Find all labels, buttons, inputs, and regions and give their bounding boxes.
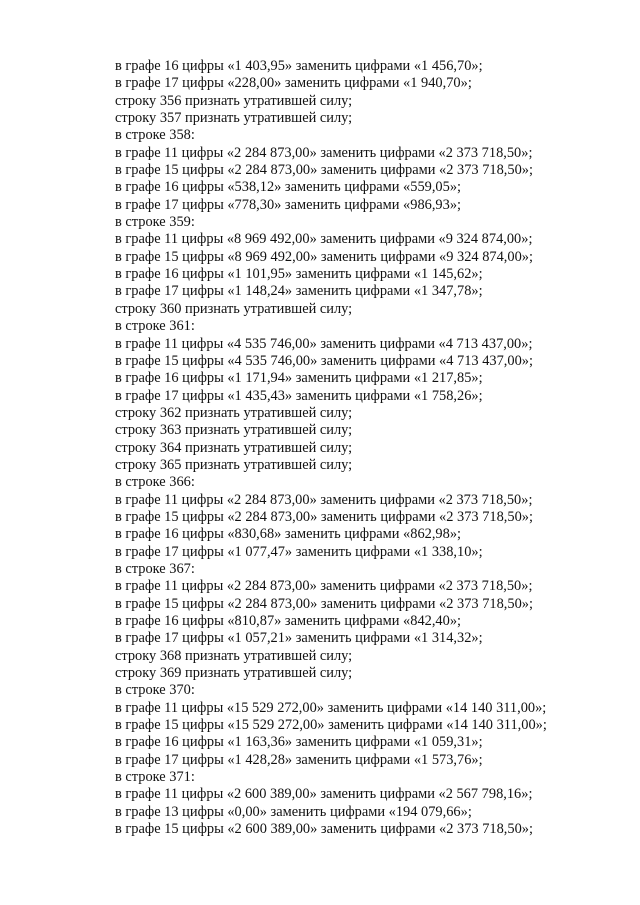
text-line: в строке 359: <box>115 214 195 231</box>
text-line: в графе 17 цифры «1 435,43» заменить цифрами «1 758,26»; <box>115 387 483 404</box>
text-line: в графе 16 цифры «1 403,95» заменить цифрами «1 456,70»; <box>115 58 483 74</box>
text-line: в графе 15 цифры «2 284 873,00» заменить цифрами «2 373 718,50»; <box>115 508 533 525</box>
text-line: в строке 367: <box>115 560 195 577</box>
text-line: в графе 16 цифры «1 101,95» заменить цифрами «1 145,62»; <box>115 266 483 283</box>
text-line: в графе 16 цифры «1 171,94» заменить цифрами «1 217,85»; <box>115 370 483 387</box>
text-line: в графе 16 цифры «830,68» заменить цифрами «862,98»; <box>115 526 462 543</box>
text-line: строку 363 признать утратившей силу; <box>115 422 353 439</box>
text-line: в графе 11 цифры «2 284 873,00» заменить цифрами «2 373 718,50»; <box>115 144 533 161</box>
text-line: в графе 17 цифры «778,30» заменить цифрами «986,93»; <box>115 196 462 213</box>
text-line: в графе 11 цифры «2 600 389,00» заменить цифрами «2 567 798,16»; <box>115 786 533 803</box>
text-line: в графе 13 цифры «0,00» заменить цифрами «194 079,66»; <box>115 803 472 820</box>
text-line: в строке 370: <box>115 682 195 699</box>
text-line: в графе 15 цифры «2 284 873,00» заменить цифрами «2 373 718,50»; <box>115 595 533 612</box>
text-line: в графе 17 цифры «228,00» заменить цифрами «1 940,70»; <box>115 75 472 92</box>
text-line: строку 360 признать утратившей силу; <box>115 300 353 317</box>
text-line: в графе 11 цифры «2 284 873,00» заменить цифрами «2 373 718,50»; <box>115 578 533 595</box>
text-line: в графе 11 цифры «2 284 873,00» заменить цифрами «2 373 718,50»; <box>115 491 533 508</box>
text-line: строку 369 признать утратившей силу; <box>115 665 353 682</box>
text-line: в графе 11 цифры «8 969 492,00» заменить цифрами «9 324 874,00»; <box>115 231 533 248</box>
text-line: строку 364 признать утратившей силу; <box>115 439 353 456</box>
text-line: строку 368 признать утратившей силу; <box>115 647 353 664</box>
text-line: в графе 16 цифры «538,12» заменить цифрами «559,05»; <box>115 179 462 196</box>
text-line: в графе 15 цифры «2 284 873,00» заменить цифрами «2 373 718,50»; <box>115 162 533 179</box>
text-line: в графе 15 цифры «4 535 746,00» заменить цифрами «4 713 437,00»; <box>115 352 533 369</box>
text-line: в строке 358: <box>115 127 195 144</box>
text-line: в графе 11 цифры «4 535 746,00» заменить цифрами «4 713 437,00»; <box>115 335 533 352</box>
text-line: в графе 16 цифры «1 163,36» заменить цифрами «1 059,31»; <box>115 734 483 751</box>
text-line: в графе 17 цифры «1 057,21» заменить цифрами «1 314,32»; <box>115 630 483 647</box>
text-line: в графе 17 цифры «1 077,47» заменить цифрами «1 338,10»; <box>115 543 483 560</box>
text-line: в графе 15 цифры «15 529 272,00» заменить цифрами «14 140 311,00»; <box>115 717 547 734</box>
text-line: в графе 17 цифры «1 428,28» заменить цифрами «1 573,76»; <box>115 751 483 768</box>
text-line: в графе 15 цифры «8 969 492,00» заменить цифрами «9 324 874,00»; <box>115 248 533 265</box>
text-line: в строке 361: <box>115 318 195 335</box>
text-line: в строке 371: <box>115 769 195 786</box>
text-line: строку 365 признать утратившей силу; <box>115 456 353 473</box>
text-line: строку 356 признать утратившей силу; <box>115 92 353 109</box>
amendment-text <box>115 58 615 838</box>
text-line: в графе 15 цифры «2 600 389,00» заменить цифрами «2 373 718,50»; <box>115 821 533 838</box>
text-line: в графе 17 цифры «1 148,24» заменить цифрами «1 347,78»; <box>115 283 483 300</box>
text-line: в графе 16 цифры «810,87» заменить цифрами «842,40»; <box>115 613 462 629</box>
text-line: строку 357 признать утратившей силу; <box>115 110 353 127</box>
text-line: в графе 11 цифры «15 529 272,00» заменить цифрами «14 140 311,00»; <box>115 699 547 716</box>
text-line: строку 362 признать утратившей силу; <box>115 404 353 421</box>
text-line: в строке 366: <box>115 474 195 491</box>
